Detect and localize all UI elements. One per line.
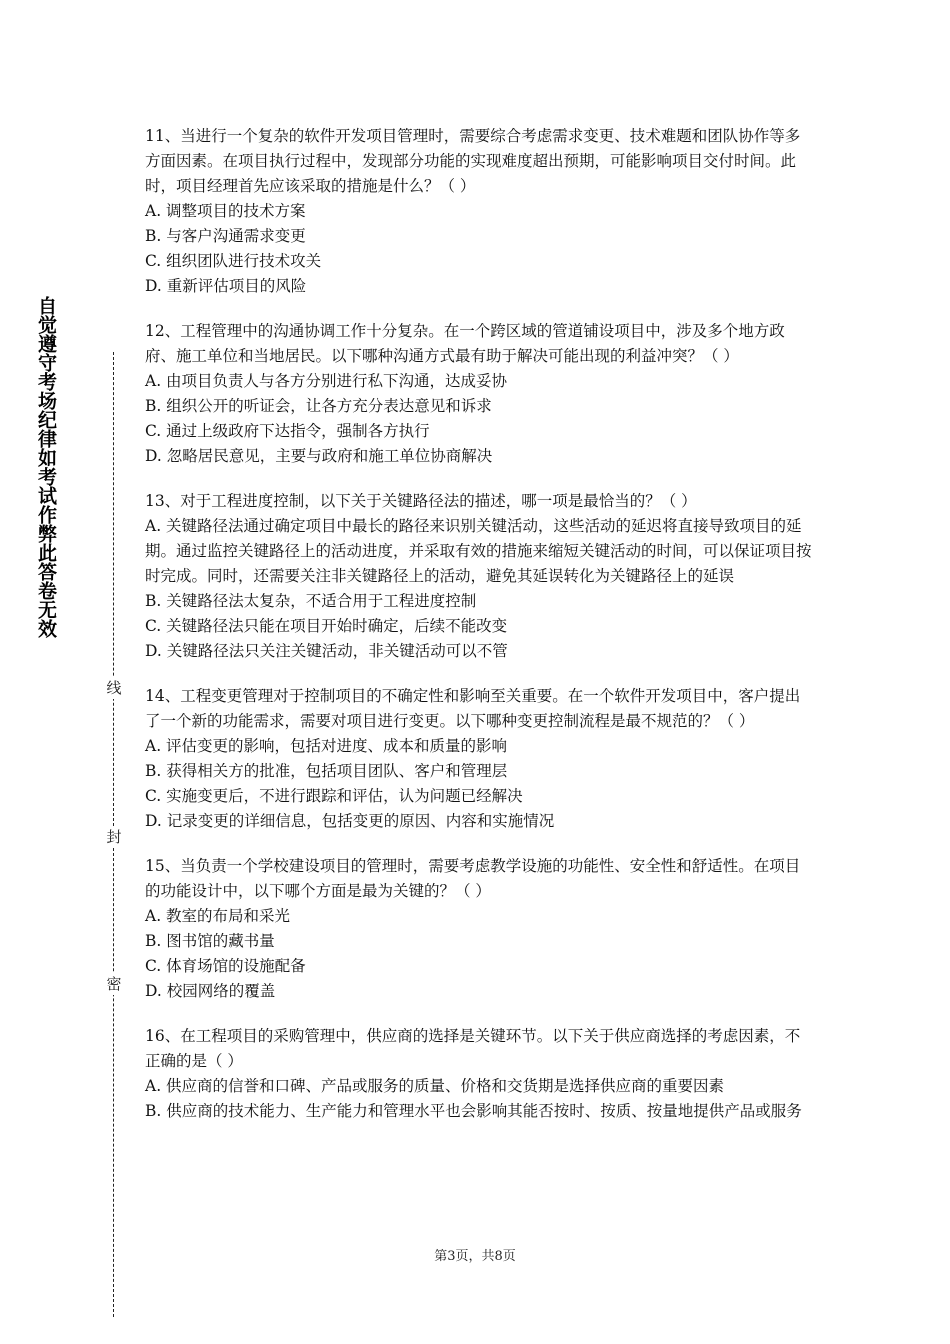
option-a: A. 供应商的信誉和口碑、产品或服务的质量、价格和交货期是选择供应商的重要因素 — [145, 1077, 725, 1095]
question-12 — [145, 319, 813, 469]
option-a: A. 调整项目的技术方案 — [145, 202, 306, 220]
option-d: D. 忽略居民意见，主要与政府和施工单位协商解决 — [145, 447, 493, 465]
option-d: D. 校园网络的覆盖 — [145, 982, 276, 1000]
option-a: A. 评估变更的影响，包括对进度、成本和质量的影响 — [145, 737, 508, 755]
option-d: D. 记录变更的详细信息，包括变更的原因、内容和实施情况 — [145, 812, 555, 830]
question-13 — [145, 489, 813, 664]
option-b: B. 关键路径法太复杂，不适合用于工程进度控制 — [145, 592, 477, 610]
option-a: A. 教室的布局和采光 — [145, 907, 291, 925]
option-b: B. 与客户沟通需求变更 — [145, 227, 306, 245]
binding-mark-line: 线 — [104, 677, 124, 699]
question-stem: 15、当负责一个学校建设项目的管理时，需要考虑教学设施的功能性、安全性和舒适性。在项目的功能设计中，以下哪个方面是最为关键的？（ ） — [145, 857, 801, 900]
question-16 — [145, 1024, 813, 1124]
option-a: A. 关键路径法通过确定项目中最长的路径来识别关键活动，这些活动的延迟将直接导致项目的延期。通过监控关键路径上的活动进度，并采取有效的措施来缩短关键活动的时间，可以保证项目按时完成。同时，还需要关注非关键路径上的活动，避免其延误转化为关键路径上的延误 — [145, 517, 812, 585]
question-stem: 12、工程管理中的沟通协调工作十分复杂。在一个跨区域的管道铺设项目中，涉及多个地方政府、施工单位和当地居民。以下哪种沟通方式最有助于解决可能出现的利益冲突？（ ） — [145, 322, 785, 365]
option-b: B. 组织公开的听证会，让各方充分表达意见和诉求 — [145, 397, 492, 415]
option-a: A. 由项目负责人与各方分别进行私下沟通，达成妥协 — [145, 372, 508, 390]
option-b: B. 供应商的技术能力、生产能力和管理水平也会影响其能否按时、按质、按量地提供产品或服务 — [145, 1102, 802, 1120]
option-b: B. 获得相关方的批准，包括项目团队、客户和管理层 — [145, 762, 508, 780]
binding-mark-seal: 封 — [104, 826, 124, 848]
question-stem: 13、对于工程进度控制，以下关于关键路径法的描述，哪一项是最恰当的？（ ） — [145, 492, 697, 510]
option-c: C. 关键路径法只能在项目开始时确定，后续不能改变 — [145, 617, 508, 635]
question-list — [145, 124, 813, 1144]
option-d: D. 关键路径法只关注关键活动，非关键活动可以不管 — [145, 642, 508, 660]
page-number: 第3页，共8页 — [434, 1249, 516, 1264]
question-11 — [145, 124, 813, 299]
exam-discipline-warning: 自觉遵守考场纪律如考试作弊此答卷无效 — [35, 296, 57, 638]
question-stem: 16、在工程项目的采购管理中，供应商的选择是关键环节。以下关于供应商选择的考虑因素，不正确的是（ ） — [145, 1027, 801, 1070]
option-b: B. 图书馆的藏书量 — [145, 932, 275, 950]
option-c: C. 通过上级政府下达指令，强制各方执行 — [145, 422, 430, 440]
option-d: D. 重新评估项目的风险 — [145, 277, 307, 295]
question-15 — [145, 854, 813, 1004]
question-stem: 11、当进行一个复杂的软件开发项目管理时，需要综合考虑需求变更、技术难题和团队协作等多方面因素。在项目执行过程中，发现部分功能的实现难度超出预期，可能影响项目交付时间。此时，项目经理首先应该采取的措施是什么？（ ） — [145, 127, 801, 195]
option-c: C. 体育场馆的设施配备 — [145, 957, 306, 975]
option-c: C. 组织团队进行技术攻关 — [145, 252, 322, 270]
question-14 — [145, 684, 813, 834]
option-c: C. 实施变更后，不进行跟踪和评估，认为问题已经解决 — [145, 787, 523, 805]
binding-mark-secret: 密 — [104, 973, 124, 995]
question-stem: 14、工程变更管理对于控制项目的不确定性和影响至关重要。在一个软件开发项目中，客户提出了一个新的功能需求，需要对项目进行变更。以下哪种变更控制流程是最不规范的？（ ） — [145, 687, 801, 730]
